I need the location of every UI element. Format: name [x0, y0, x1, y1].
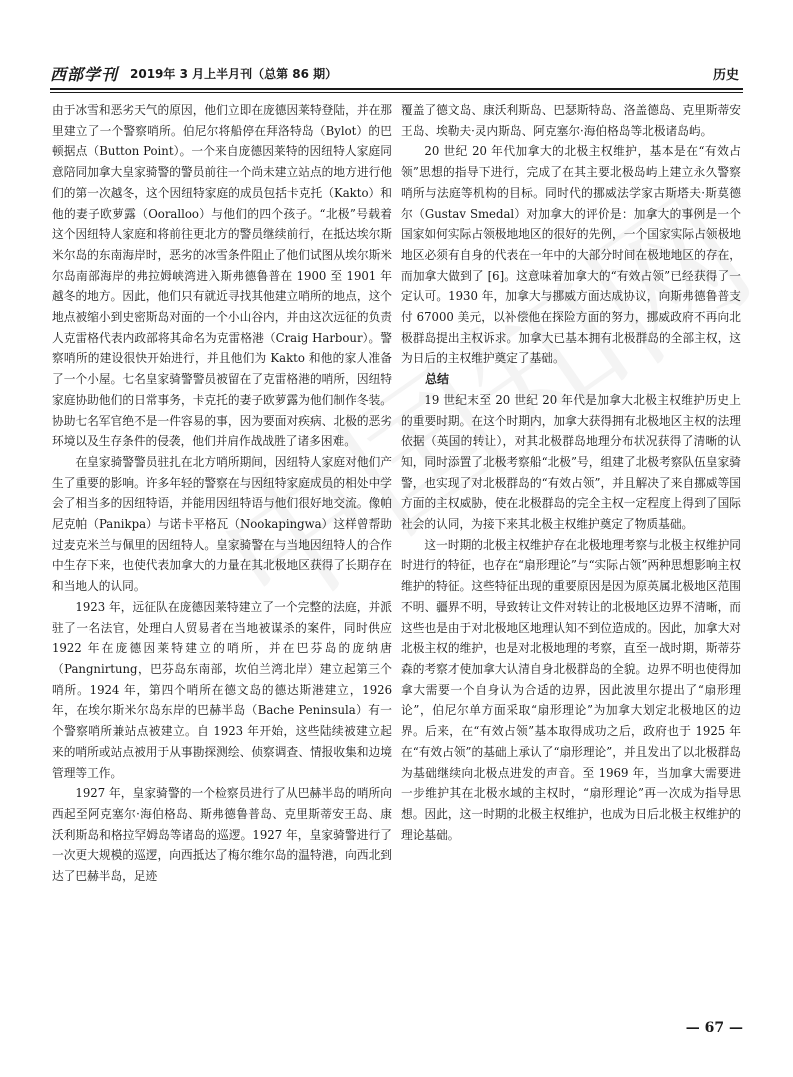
body-paragraph: 1927 年，皇家骑警的一个检察员进行了从巴赫半岛的哨所向西起至阿克塞尔·海伯格岛、斯弗德鲁普岛、克里斯蒂安王岛、康沃利斯岛和格拉罕姆岛等诸岛的巡逻。1927 年，皇家骑警进行了一次更大规模的巡逻，向西抵达了梅尔维尔岛的温特港，向西北到达了巴赫半岛，足迹 [52, 786, 392, 884]
body-paragraph: 在皇家骑警警员驻扎在北方哨所期间，因纽特人家庭对他们产生了重要的影响。许多年轻的警察在与因纽特家庭成员的相处中学会了相当多的因纽特语，并能用因纽特语与他们很好地交流。像帕尼克帕（Panikpa）与诺卡平格瓦（Nookapingwa）这样曾帮助过麦克米兰与佩里的因纽特人。皇家骑警在与当地因纽特人的合作中生存下来，也使代表加拿大的力量在其北极地区获得了长期存在和当地人的认同。 [52, 454, 392, 594]
body-paragraph: 由于冰雪和恶劣天气的原因，他们立即在庞德因莱特登陆，并在那里建立了一个警察哨所。伯尼尔将船停在拜洛特岛（Bylot）的巴顿据点（Button Point）。一个来自庞德因莱特的因纽特人家庭同意陪同加拿大皇家骑警的警员前往一个尚未建立站点的地方进行他们的第一次越冬，这个因纽特家庭的成员包括卡克托（Kakto）和他的妻子欧萝露（Ooralloo）与他们的四个孩子。“北极”号载着这个因纽特人家庭和将前往更北方的警员继续前行，在抵达埃尔斯米尔岛的东南海岸时，恶劣的冰雪条件阻止了他们试图从埃尔斯米尔岛南部海岸的弗拉姆峡湾进入斯弗德鲁普在 1900 至 1901 年越冬的地方。因此，他们只有就近寻找其他建立哨所的地点，这个地点被缩小到史密斯岛对面的一个小山谷内，并由这次远征的负责人克雷格代表内政部将其命名为克雷格港（Craig Harbour）。警察哨所的建设很快开始进行，并且他们为 Kakto 和他的家人准备了一个小屋。七名皇家骑警警员被留在了克雷格港的哨所，因纽特家庭协助他们的日常事务，卡克托的妻子欧萝露为他们制作冬装。协助七名军官绝不是一件容易的事，因为要面对疾病、北极的恶劣环境以及生存条件的侵袭，他们并肩作战战胜了诸多困难。 [52, 103, 392, 449]
header-rule-thin [50, 92, 743, 93]
section-label: 历史 [712, 68, 739, 83]
right-column [401, 100, 741, 1012]
body-paragraph: 覆盖了德文岛、康沃利斯岛、巴瑟斯特岛、洛盖德岛、克里斯蒂安王岛、埃勒夫·灵内斯岛、阿克塞尔·海伯格岛等北极诸岛屿。 [401, 103, 741, 138]
page-number: — 67 — [685, 1020, 743, 1036]
body-paragraph: 1923 年，远征队在庞德因莱特建立了一个完整的法庭，并派驻了一名法官，处理白人贸易者在当地被谋杀的案件，同时供应 1922 年在庞德因莱特建立的哨所，并在巴芬岛的庞纳唐（Pangnirtung，巴芬岛东南部，坎伯兰湾北岸）建立起第三个哨所。1924 年，第四个哨所在德文岛的德达斯港建立，1926 年，在埃尔斯米尔岛东岸的巴赫半岛（Bache Peninsula）有一个警察哨所兼站点被建立。自 1923 年开始，这些陆续被建立起来的哨所或站点被用于从事勘探测绘、侦察调查、情报收集和边境管理等工作。 [52, 599, 392, 780]
body-paragraph: 19 世纪末至 20 世纪 20 年代是加拿大北极主权维护历史上的重要时期。在这个时期内，加拿大获得拥有北极地区主权的法理依据（英国的转让），对其北极群岛地理分布状况获得了清晰的认知，同时添置了北极考察船“北极”号，组建了北极考察队伍皇家骑警，也实现了对北极群岛的“有效占领”，并且解决了来自挪威等国方面的主权威胁，使在北极群岛的完全主权一定程度上得到了国际社会的认同，为接下来其北极主权维护奠定了物质基础。 [401, 392, 741, 532]
body-paragraph: 这一时期的北极主权维护存在北极地理考察与北极主权维护同时进行的特征，也存在“扇形理论”与“实际占领”两种思想影响主权维护的特征。这些特征出现的重要原因是因为原英属北极地区范围不明、疆界不明，导致转让文件对转让的北极地区边界不清晰，而这些也是由于对北极地区地理认知不到位造成的。因此，加拿大对北极主权的维护，也是对北极地理的考察，直至一战时期，斯蒂芬森的考察才使加拿大认清自身北极群岛的全貌。边界不明也使得加拿大需要一个自身认为合适的边界，因此波里尔提出了“扇形理论”，伯尼尔单方面采取“扇形理论”为加拿大划定北极地区的边界。后来，在“有效占领”基本取得成功之后，政府也于 1925 年在“有效占领”的基础上承认了“扇形理论”，并且发出了以北极群岛为基础继续向北极点进发的声音。至 1969 年，当加拿大需要进一步维护其在北极水域的主权时，“扇形理论”再一次成为指导思想。因此，这一时期的北极主权维护，也成为日后北极主权维护的理论基础。 [401, 537, 741, 842]
left-column [52, 100, 392, 1012]
section-heading: 总结 [425, 372, 450, 387]
running-header [50, 60, 743, 86]
header-rule-thick [50, 88, 743, 90]
issue-info: 2019年 3 月上半月刊（总第 86 期） [130, 67, 338, 81]
journal-title: 西部学刊 [50, 65, 119, 84]
body-paragraph: 20 世纪 20 年代加拿大的北极主权维护，基本是在“有效占领”思想的指导下进行，完成了在其主要北极岛屿上建立永久警察哨所与法庭等机构的目标。同时代的挪威法学家古斯塔夫·斯莫德尔（Gustav Smedal）对加拿大的评价是：加拿大的事例是一个国家如何实际占领极地地区的很好的先例，一个国家实际占领极地地区必须有自身的代表在一年中的大部分时间在极地地区的存在，而加拿大做到了 [6]。这意味着加拿大的“有效占领”已经获得了一定认可。1930 年，加拿大与挪威方面达成协议，向斯弗德鲁普支付 67000 美元，以补偿他在探险方面的努力，挪威政府不再向北极群岛提出主权诉求。加拿大已基本拥有北极群岛的全部主权，这为日后的主权维护奠定了基础。 [401, 144, 741, 366]
